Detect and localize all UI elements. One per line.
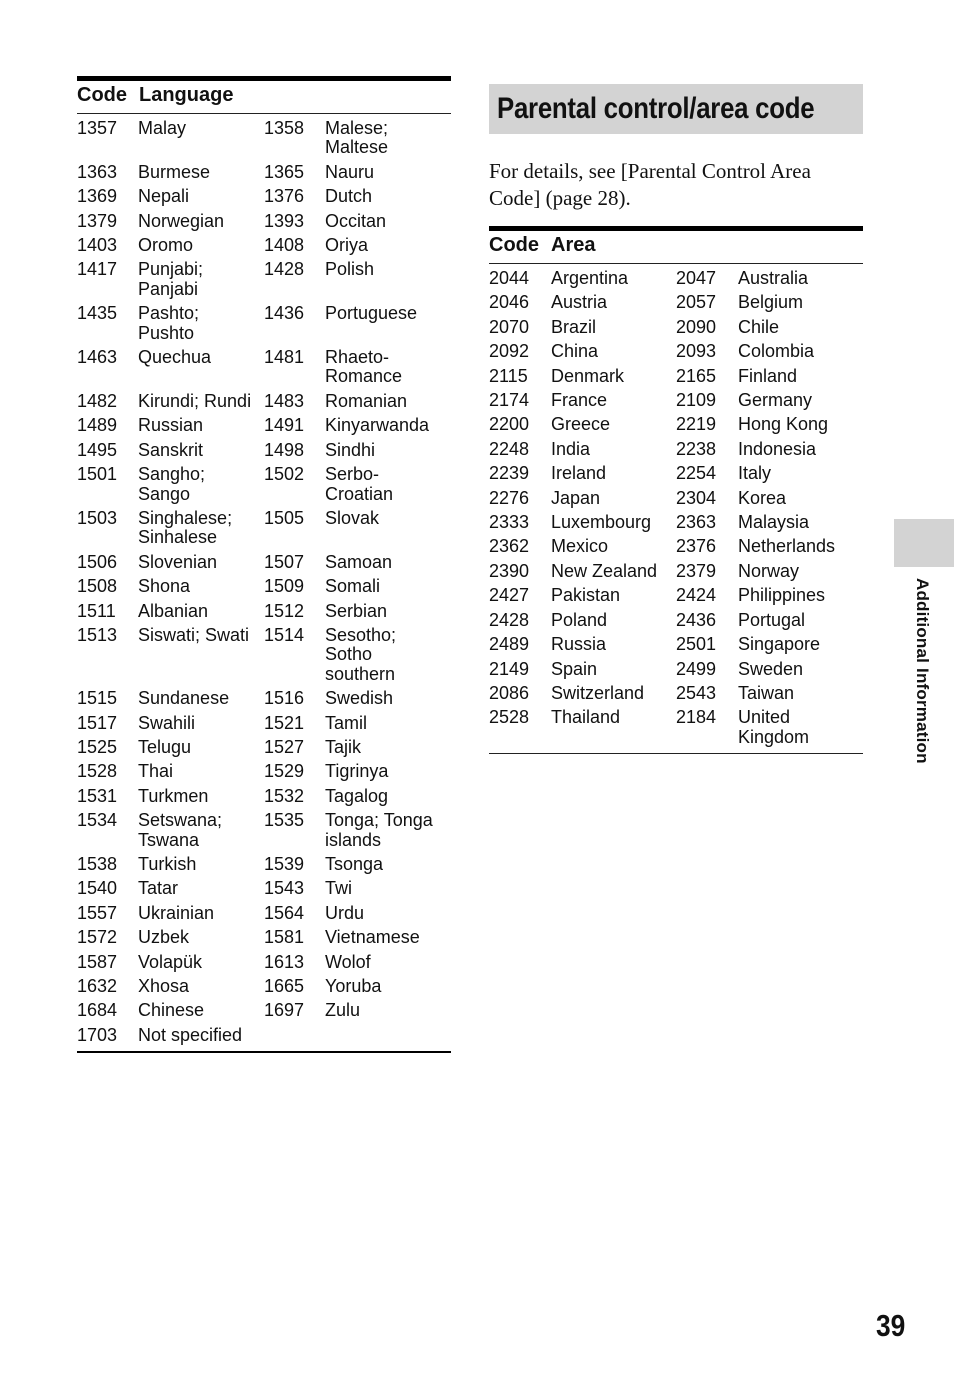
- code-cell: 1516: [264, 688, 305, 709]
- name-cell: Malese; Maltese: [325, 118, 389, 158]
- code-cell: 2109: [676, 390, 717, 411]
- name-cell: Austria: [551, 292, 608, 313]
- table-row: [77, 413, 451, 437]
- code-cell: 2239: [489, 463, 530, 484]
- name-cell: Tigrinya: [325, 761, 389, 782]
- name-cell: Swedish: [325, 688, 394, 709]
- name-cell: Zulu: [325, 1000, 361, 1021]
- table-row: [77, 735, 451, 759]
- code-cell: 2543: [676, 682, 717, 703]
- table-row: [489, 461, 863, 485]
- name-cell: Uzbek: [138, 927, 190, 948]
- code-cell: 1502: [264, 464, 305, 485]
- name-cell: Wolof: [325, 951, 371, 972]
- name-cell: Indonesia: [738, 438, 817, 459]
- name-cell: Romanian: [325, 390, 408, 411]
- name-cell: Setswana; Tswana: [138, 810, 223, 850]
- code-cell: 1512: [264, 600, 305, 621]
- code-cell: 1684: [77, 1000, 118, 1021]
- code-cell: 1417: [77, 259, 118, 280]
- name-cell: India: [551, 438, 591, 459]
- name-cell: Tamil: [325, 712, 368, 733]
- table-row: [77, 209, 451, 233]
- code-cell: 2528: [489, 707, 530, 728]
- name-cell: Greece: [551, 414, 611, 435]
- code-cell: 1491: [264, 415, 305, 436]
- table-row: [77, 998, 451, 1022]
- code-cell: 1357: [77, 118, 118, 138]
- table-row: [77, 301, 451, 345]
- table-row: [77, 852, 451, 876]
- table-row: [489, 559, 863, 583]
- name-cell: Quechua: [138, 347, 212, 368]
- name-cell: Sweden: [738, 658, 804, 679]
- code-cell: 1517: [77, 712, 118, 733]
- name-cell: Poland: [551, 609, 608, 630]
- code-cell: 1529: [264, 761, 305, 782]
- code-cell: 1482: [77, 390, 118, 411]
- table-row: [77, 116, 451, 160]
- code-cell: 1393: [264, 210, 305, 231]
- section-title-banner: [489, 84, 863, 134]
- code-cell: 1581: [264, 927, 305, 948]
- code-cell: 2436: [676, 609, 717, 630]
- table-row: [77, 950, 451, 974]
- name-cell: Netherlands: [738, 536, 836, 557]
- code-cell: 1521: [264, 712, 305, 733]
- code-cell: 1534: [77, 810, 118, 831]
- table-row: [77, 574, 451, 598]
- code-cell: 2363: [676, 512, 717, 533]
- area-column-header: Area: [551, 234, 596, 256]
- table-row: [489, 632, 863, 656]
- table-row: [77, 506, 451, 550]
- table-row: [77, 686, 451, 710]
- name-cell: Pakistan: [551, 585, 621, 606]
- table-row: [77, 438, 451, 462]
- area-table-body: [489, 266, 863, 749]
- side-tab-marker: [894, 519, 954, 567]
- name-cell: Norway: [738, 560, 800, 581]
- language-column-header: Language: [139, 84, 234, 106]
- name-cell: Occitan: [325, 210, 387, 231]
- table-row: [77, 1023, 451, 1047]
- name-cell: Thailand: [551, 707, 621, 728]
- code-cell: 2276: [489, 487, 530, 508]
- table-row: [489, 534, 863, 558]
- area-code-table: [489, 226, 863, 754]
- code-cell: 2046: [489, 292, 530, 313]
- name-cell: Norwegian: [138, 210, 225, 231]
- code-cell: 1483: [264, 390, 305, 411]
- code-cell: 2427: [489, 585, 530, 606]
- code-cell: 2379: [676, 560, 717, 581]
- name-cell: Yoruba: [325, 976, 382, 997]
- name-cell: Denmark: [551, 365, 625, 386]
- code-cell: 1532: [264, 785, 305, 806]
- table-row: [77, 160, 451, 184]
- name-cell: United Kingdom: [738, 707, 810, 747]
- name-cell: Siswati; Swati: [138, 624, 250, 645]
- name-cell: Chinese: [138, 1000, 205, 1021]
- code-cell: 1463: [77, 347, 118, 368]
- code-cell: 1436: [264, 303, 305, 324]
- code-cell: 1572: [77, 927, 118, 948]
- name-cell: Volapük: [138, 951, 203, 972]
- name-cell: Chile: [738, 316, 780, 337]
- code-cell: 2070: [489, 316, 530, 337]
- code-cell: 2115: [489, 365, 528, 386]
- code-cell: 1376: [264, 186, 305, 207]
- name-cell: Finland: [738, 365, 798, 386]
- name-cell: Shona: [138, 576, 191, 597]
- code-cell: 2092: [489, 341, 530, 362]
- name-cell: Not specified: [138, 1024, 243, 1045]
- table-row: [77, 759, 451, 783]
- name-cell: Sindhi: [325, 439, 376, 460]
- code-cell: 1514: [264, 624, 305, 645]
- code-cell: 1557: [77, 902, 118, 923]
- code-cell: 2424: [676, 585, 717, 606]
- code-cell: [264, 1026, 325, 1045]
- name-cell: France: [551, 390, 608, 411]
- code-cell: 1506: [77, 551, 118, 572]
- code-cell: 1408: [264, 235, 305, 256]
- name-cell: Sangho; Sango: [138, 464, 206, 504]
- table-row: [489, 657, 863, 681]
- name-cell: Luxembourg: [551, 512, 652, 533]
- code-cell: 1697: [264, 1000, 305, 1021]
- table-row: [489, 412, 863, 436]
- table-row: [77, 233, 451, 257]
- table-row: [489, 339, 863, 363]
- name-cell: Dutch: [325, 186, 373, 207]
- section-intro-text: For details, see [Parental Control Area Code] (page 28).: [489, 159, 811, 210]
- name-cell: Rhaeto- Romance: [325, 347, 403, 387]
- code-cell: 1543: [264, 878, 305, 899]
- code-cell: 2174: [489, 390, 530, 411]
- code-cell: 2376: [676, 536, 717, 557]
- name-cell: Urdu: [325, 902, 365, 923]
- name-cell: Oriya: [325, 235, 369, 256]
- name-cell: Mexico: [551, 536, 609, 557]
- table-row: [77, 599, 451, 623]
- name-cell: Singhalese; Sinhalese: [138, 507, 233, 548]
- code-cell: 2501: [676, 634, 717, 655]
- code-cell: 2238: [676, 438, 717, 459]
- language-code-table: [77, 76, 451, 1053]
- code-cell: 2149: [489, 658, 530, 679]
- page-number: 39: [876, 1308, 906, 1343]
- name-cell: Albanian: [138, 600, 209, 621]
- name-cell: Colombia: [738, 341, 815, 362]
- code-cell: 1365: [264, 161, 305, 182]
- code-cell: 1511: [77, 600, 116, 621]
- name-cell: Samoan: [325, 551, 393, 572]
- code-cell: 1564: [264, 902, 305, 923]
- code-cell: 2044: [489, 268, 530, 288]
- name-cell: Brazil: [551, 316, 597, 337]
- name-cell: Punjabi; Panjabi: [138, 259, 204, 299]
- name-cell: Twi: [325, 878, 352, 899]
- name-cell: Malaysia: [738, 512, 810, 533]
- section-title: Parental control/area code: [497, 92, 815, 125]
- name-cell: Kinyarwanda: [325, 415, 430, 436]
- code-cell: 1379: [77, 210, 118, 231]
- table-row: [489, 290, 863, 314]
- code-cell: 1481: [264, 347, 305, 368]
- code-cell: 1703: [77, 1024, 118, 1045]
- code-cell: 1525: [77, 736, 118, 757]
- code-column-header: Code: [489, 234, 539, 256]
- name-cell: Philippines: [738, 585, 826, 606]
- name-cell: Xhosa: [138, 976, 190, 997]
- table-row: [489, 608, 863, 632]
- code-cell: 1531: [77, 785, 118, 806]
- name-cell: Portugal: [738, 609, 806, 630]
- code-cell: 1587: [77, 951, 118, 972]
- table-row: [489, 266, 863, 290]
- name-cell: Singapore: [738, 634, 821, 655]
- side-tab-label: Additional Information: [913, 578, 932, 764]
- table-row: [77, 974, 451, 998]
- code-cell: 1489: [77, 415, 118, 436]
- name-cell: Australia: [738, 268, 809, 288]
- name-cell: Swahili: [138, 712, 196, 733]
- area-table-header: [489, 231, 863, 264]
- name-cell: Japan: [551, 487, 601, 508]
- name-cell: Nepali: [138, 186, 190, 207]
- code-cell: 2184: [676, 707, 717, 728]
- table-row: [77, 623, 451, 686]
- table-row: [489, 510, 863, 534]
- name-cell: Tagalog: [325, 785, 389, 806]
- table-row: [489, 388, 863, 412]
- table-row: [77, 808, 451, 852]
- name-cell: Slovenian: [138, 551, 218, 572]
- name-cell: Kirundi; Rundi: [138, 390, 252, 411]
- code-cell: 1508: [77, 576, 118, 597]
- code-cell: 1498: [264, 439, 305, 460]
- name-cell: Germany: [738, 390, 813, 411]
- code-cell: 1435: [77, 303, 118, 324]
- code-cell: 1503: [77, 507, 118, 528]
- code-cell: 1403: [77, 235, 118, 256]
- name-cell: Tsonga: [325, 854, 384, 874]
- name-cell: Vietnamese: [325, 927, 420, 948]
- code-cell: 1539: [264, 854, 305, 874]
- name-cell: Spain: [551, 658, 598, 679]
- table-row: [77, 550, 451, 574]
- name-cell: Ukrainian: [138, 902, 215, 923]
- code-cell: 1528: [77, 761, 118, 782]
- name-cell: New Zealand: [551, 560, 658, 581]
- code-cell: 1369: [77, 186, 118, 207]
- name-cell: Sundanese: [138, 688, 230, 709]
- name-cell: Slovak: [325, 507, 380, 528]
- table-row: [77, 184, 451, 208]
- code-cell: 2047: [676, 268, 717, 288]
- name-cell: Turkish: [138, 854, 197, 874]
- code-cell: 1495: [77, 439, 118, 460]
- name-cell: Somali: [325, 576, 381, 597]
- code-cell: 2219: [676, 414, 717, 435]
- name-cell: Thai: [138, 761, 174, 782]
- table-row: [489, 705, 863, 749]
- code-cell: 2333: [489, 512, 530, 533]
- code-cell: 1632: [77, 976, 118, 997]
- name-cell: Korea: [738, 487, 787, 508]
- code-cell: 1505: [264, 507, 305, 528]
- code-cell: 2090: [676, 316, 717, 337]
- code-cell: 1513: [77, 624, 118, 645]
- table-row: [489, 681, 863, 705]
- name-cell: Serbian: [325, 600, 388, 621]
- name-cell: Taiwan: [738, 682, 795, 703]
- code-cell: 2304: [676, 487, 717, 508]
- code-cell: 2390: [489, 560, 530, 581]
- code-cell: 2057: [676, 292, 717, 313]
- name-cell: Tajik: [325, 736, 362, 757]
- code-cell: 1540: [77, 878, 118, 899]
- name-cell: Telugu: [138, 736, 192, 757]
- name-cell: Ireland: [551, 463, 607, 484]
- name-cell: Sanskrit: [138, 439, 204, 460]
- name-cell: Russian: [138, 415, 204, 436]
- code-cell: 2254: [676, 463, 717, 484]
- name-cell: Oromo: [138, 235, 194, 256]
- code-cell: 1665: [264, 976, 305, 997]
- code-cell: 2200: [489, 414, 530, 435]
- name-cell: China: [551, 341, 599, 362]
- code-cell: 2248: [489, 438, 530, 459]
- name-cell: Serbo- Croatian: [325, 464, 394, 504]
- name-cell: [325, 1026, 449, 1045]
- name-cell: Polish: [325, 259, 375, 280]
- table-row: [489, 364, 863, 388]
- name-cell: Tatar: [138, 878, 179, 899]
- name-cell: Belgium: [738, 292, 804, 313]
- name-cell: Italy: [738, 463, 772, 484]
- name-cell: Malay: [138, 118, 187, 138]
- code-cell: 1535: [264, 810, 305, 831]
- code-cell: 1363: [77, 161, 118, 182]
- name-cell: Nauru: [325, 161, 375, 182]
- code-cell: 2093: [676, 341, 717, 362]
- name-cell: Pashto; Pushto: [138, 303, 200, 343]
- code-cell: 1358: [264, 118, 305, 138]
- code-cell: 1515: [77, 688, 118, 709]
- name-cell: Hong Kong: [738, 414, 829, 435]
- code-cell: 2489: [489, 634, 530, 655]
- side-tab-label-box: [912, 578, 934, 778]
- language-table-body: [77, 116, 451, 1047]
- code-cell: 2086: [489, 682, 530, 703]
- name-cell: Tonga; Tonga islands: [325, 810, 433, 850]
- code-cell: 2499: [676, 658, 717, 679]
- table-row: [489, 583, 863, 607]
- name-cell: Portuguese: [325, 303, 418, 324]
- code-cell: 1527: [264, 736, 305, 757]
- table-row: [77, 876, 451, 900]
- code-cell: 1501: [77, 464, 118, 485]
- code-column-header: Code: [77, 84, 127, 106]
- code-cell: 2428: [489, 609, 530, 630]
- table-row: [77, 389, 451, 413]
- table-row: [77, 462, 451, 506]
- table-row: [77, 925, 451, 949]
- table-row: [77, 345, 451, 389]
- table-row: [77, 711, 451, 735]
- language-table-header: [77, 81, 451, 114]
- table-row: [489, 486, 863, 510]
- name-cell: Switzerland: [551, 682, 645, 703]
- name-cell: Argentina: [551, 268, 629, 288]
- code-cell: 1428: [264, 259, 305, 280]
- code-cell: 1509: [264, 576, 305, 597]
- table-row: [489, 437, 863, 461]
- name-cell: Sesotho; Sotho southern: [325, 624, 397, 684]
- code-cell: 1507: [264, 551, 305, 572]
- table-row: [77, 784, 451, 808]
- code-cell: 1613: [264, 951, 305, 972]
- code-cell: 2165: [676, 365, 717, 386]
- table-row: [77, 257, 451, 301]
- code-cell: 1538: [77, 854, 118, 874]
- table-row: [77, 901, 451, 925]
- name-cell: Russia: [551, 634, 607, 655]
- code-cell: 2362: [489, 536, 530, 557]
- name-cell: Turkmen: [138, 785, 209, 806]
- name-cell: Burmese: [138, 161, 211, 182]
- table-row: [489, 315, 863, 339]
